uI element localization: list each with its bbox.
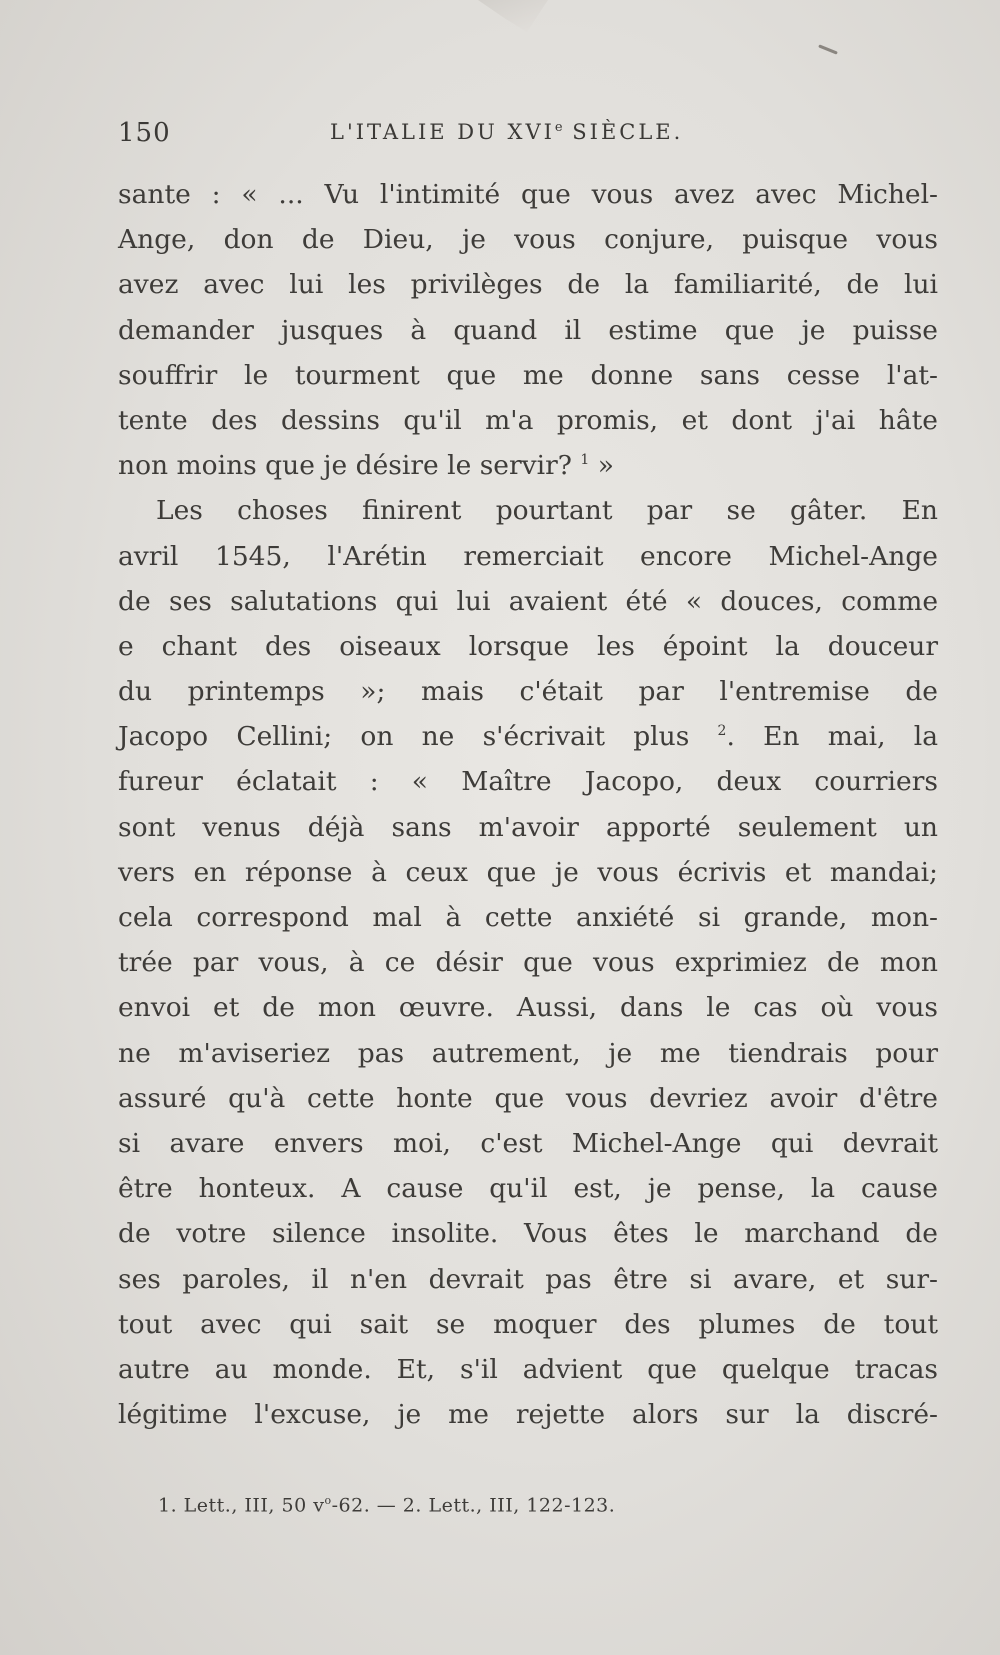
footnote-ref: 2	[717, 723, 727, 740]
text-line: avez avec lui les privilèges de la familiarité, de lui	[118, 269, 938, 301]
paper-tear-mark	[478, 0, 548, 32]
text-line: tout avec qui sait se moquer des plumes de tout	[118, 1308, 938, 1340]
text-fragment: . En mai, la	[726, 721, 938, 753]
text-line: tente des dessins qu'il m'a promis, et dont j'ai hâte	[118, 404, 938, 436]
text-line: Les choses finirent pourtant par se gâter. En	[156, 495, 938, 527]
text-line	[118, 714, 938, 759]
text-line: sante : « ... Vu l'intimité que vous avez avec Michel-	[118, 179, 938, 210]
footnotes	[158, 1494, 858, 1516]
text-line: cela correspond mal à cette anxiété si grande, mon-	[118, 902, 938, 933]
text-line: de votre silence insolite. Vous êtes le marchand de	[118, 1218, 938, 1250]
text-fragment: non moins que je désire le servir?	[118, 450, 572, 482]
text-line: demander jusques à quand il estime que je puisse	[118, 314, 938, 346]
text-line: fureur éclatait : « Maître Jacopo, deux courriers	[118, 766, 938, 798]
text-line: assuré qu'à cette honte que vous devriez avoir d'être	[118, 1082, 938, 1114]
footnote-text: -62. — 2. Lett., III, 122-123.	[331, 1494, 616, 1517]
text-fragment: Jacopo Cellini; on ne s'écrivait plus	[118, 721, 718, 753]
text-line: vers en réponse à ceux que je vous écrivis et mandai;	[118, 856, 938, 888]
text-line: de ses salutations qui lui avaient été « douces, comme	[118, 585, 938, 617]
running-title-main: L'ITALIE DU XVI	[330, 120, 555, 144]
footnote-ref: 1	[580, 452, 590, 469]
running-title-end: SIÈCLE.	[562, 120, 684, 144]
footnote-text: 1. Lett., III, 50 v	[158, 1494, 325, 1517]
footnote-superscript: o	[324, 1494, 332, 1507]
page-number: 150	[118, 118, 171, 148]
text-line: du printemps »; mais c'était par l'entremise de	[118, 676, 938, 708]
text-line: ses paroles, il n'en devrait pas être si avare, et sur-	[118, 1263, 938, 1295]
text-line: Ange, don de Dieu, je vous conjure, puisque vous	[118, 224, 938, 256]
text-line: sont venus déjà sans m'avoir apporté seulement un	[118, 811, 938, 843]
text-line: légitime l'excuse, je me rejette alors sur la discré-	[118, 1399, 938, 1431]
text-line	[118, 443, 938, 488]
text-line: si avare envers moi, c'est Michel-Ange qui devrait	[118, 1127, 938, 1159]
text-line: ne m'aviseriez pas autrement, je me tiendrais pour	[118, 1037, 938, 1069]
text-line: trée par vous, à ce désir que vous exprimiez de mon	[118, 947, 938, 979]
running-title-superscript: e	[554, 120, 563, 135]
text-fragment: »	[589, 450, 614, 482]
text-line: être honteux. A cause qu'il est, je pense, la cause	[118, 1173, 938, 1205]
paper-speck	[818, 44, 838, 54]
running-title	[330, 120, 683, 144]
text-line: e chant des oiseaux lorsque les époint la douceur	[118, 630, 938, 662]
text-line: autre au monde. Et, s'il advient que quelque tracas	[118, 1353, 938, 1385]
text-line: avril 1545, l'Arétin remerciait encore Michel-Ange	[118, 540, 938, 572]
running-head	[118, 118, 938, 154]
text-line: souffrir le tourment que me donne sans cesse l'at-	[118, 359, 938, 391]
text-line: envoi et de mon œuvre. Aussi, dans le cas où vous	[118, 992, 938, 1024]
body-text	[118, 172, 938, 1437]
